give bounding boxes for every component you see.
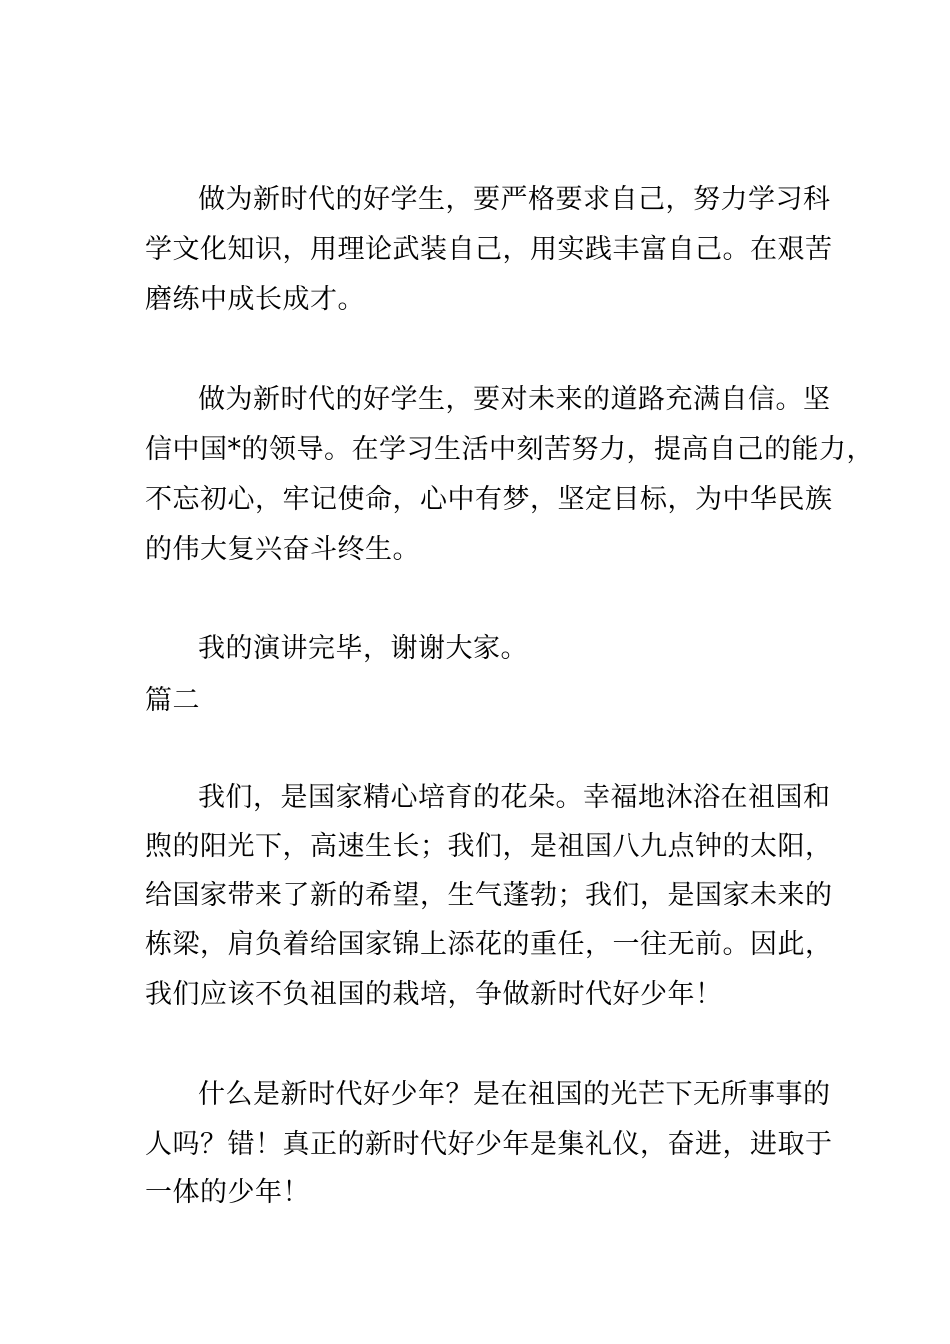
paragraph-line: 我们应该不负祖国的栽培，争做新时代好少年！	[145, 979, 723, 1010]
section-heading: 篇二	[145, 685, 200, 716]
paragraph-line: 学文化知识，用理论武装自己，用实践丰富自己。在艰苦	[145, 234, 833, 265]
paragraph-line: 信中国*的领导。在学习生活中刻苦努力，提高自己的能力，	[145, 434, 874, 465]
paragraph-line: 做为新时代的好学生，要对未来的道路充满自信。坚	[198, 384, 831, 415]
paragraph-line: 煦的阳光下，高速生长；我们，是祖国八九点钟的太阳，	[145, 831, 833, 862]
paragraph-line: 什么是新时代好少年？是在祖国的光芒下无所事事的	[198, 1079, 831, 1110]
paragraph-line: 给国家带来了新的希望，生气蓬勃；我们，是国家未来的	[145, 880, 833, 911]
paragraph-line: 不忘初心，牢记使命，心中有梦，坚定目标，为中华民族	[145, 484, 833, 515]
paragraph-line: 我们，是国家精心培育的花朵。幸福地沐浴在祖国和	[198, 782, 831, 813]
paragraph-line: 的伟大复兴奋斗终生。	[145, 534, 420, 565]
paragraph-line: 磨练中成长成才。	[145, 284, 365, 315]
paragraph-line: 我的演讲完毕，谢谢大家。	[198, 633, 528, 664]
paragraph-line: 栋梁，肩负着给国家锦上添花的重任，一往无前。因此，	[145, 929, 833, 960]
paragraph-line: 一体的少年！	[145, 1177, 310, 1208]
paragraph-line: 人吗？错！真正的新时代好少年是集礼仪，奋进，进取于	[145, 1129, 833, 1160]
paragraph-line: 做为新时代的好学生，要严格要求自己，努力学习科	[198, 184, 831, 215]
